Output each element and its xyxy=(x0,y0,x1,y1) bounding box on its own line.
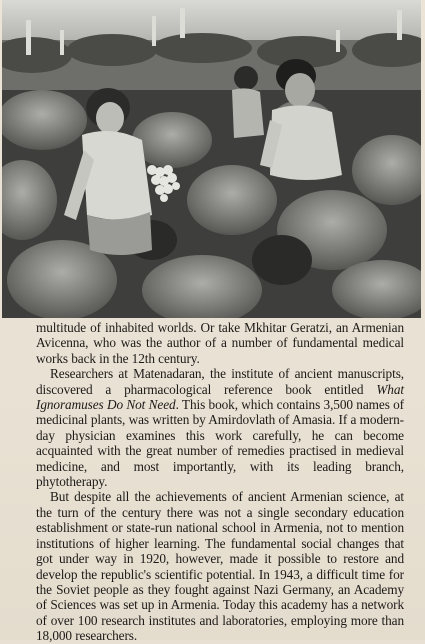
text-run: . This book, which contains 3,500 names of medicinal plants, was written by Amirdovlath of Amasia. If a modern-day physician examines this work carefully, he can become acquainted with the great number of remedies practised in medieval medicine, and most importantly, with its leading branch, phytotherapy. xyxy=(36,397,405,490)
text-run: multitude of inhabited worlds. Or take Mkhitar Geratzi, an Armenian Avicenna, who was the author of a number of fundamental medical works back in the 12th century. xyxy=(36,320,404,366)
text-run: Researchers at Matenadaran, the institute of ancient manuscripts, discovered a pharmacological reference book entitled xyxy=(36,366,404,397)
book-title: What Ignoramuses Do Not Need xyxy=(36,381,404,413)
body-text xyxy=(36,320,404,644)
paragraph xyxy=(36,320,404,366)
vineyard-photo xyxy=(2,0,421,318)
text-run: But despite all the achievements of ancient Armenian science, at the turn of the century there was not a single secondary education establishment or state-run national school in Armenia, not to mention institutions of higher learning. The fundamental social changes that got under way in 1920, however, made it possible to restore and develop the republic's scientific potential. In 1943, a difficult time for the Soviet people as they fought against Nazi Germany, an Academy of Sciences was set up in Armenia. Today this academy has a network of over 100 research institutes and laboratories, employing more than 18,000 researchers. xyxy=(36,489,404,644)
paragraph xyxy=(36,489,404,643)
paragraph xyxy=(36,366,404,489)
